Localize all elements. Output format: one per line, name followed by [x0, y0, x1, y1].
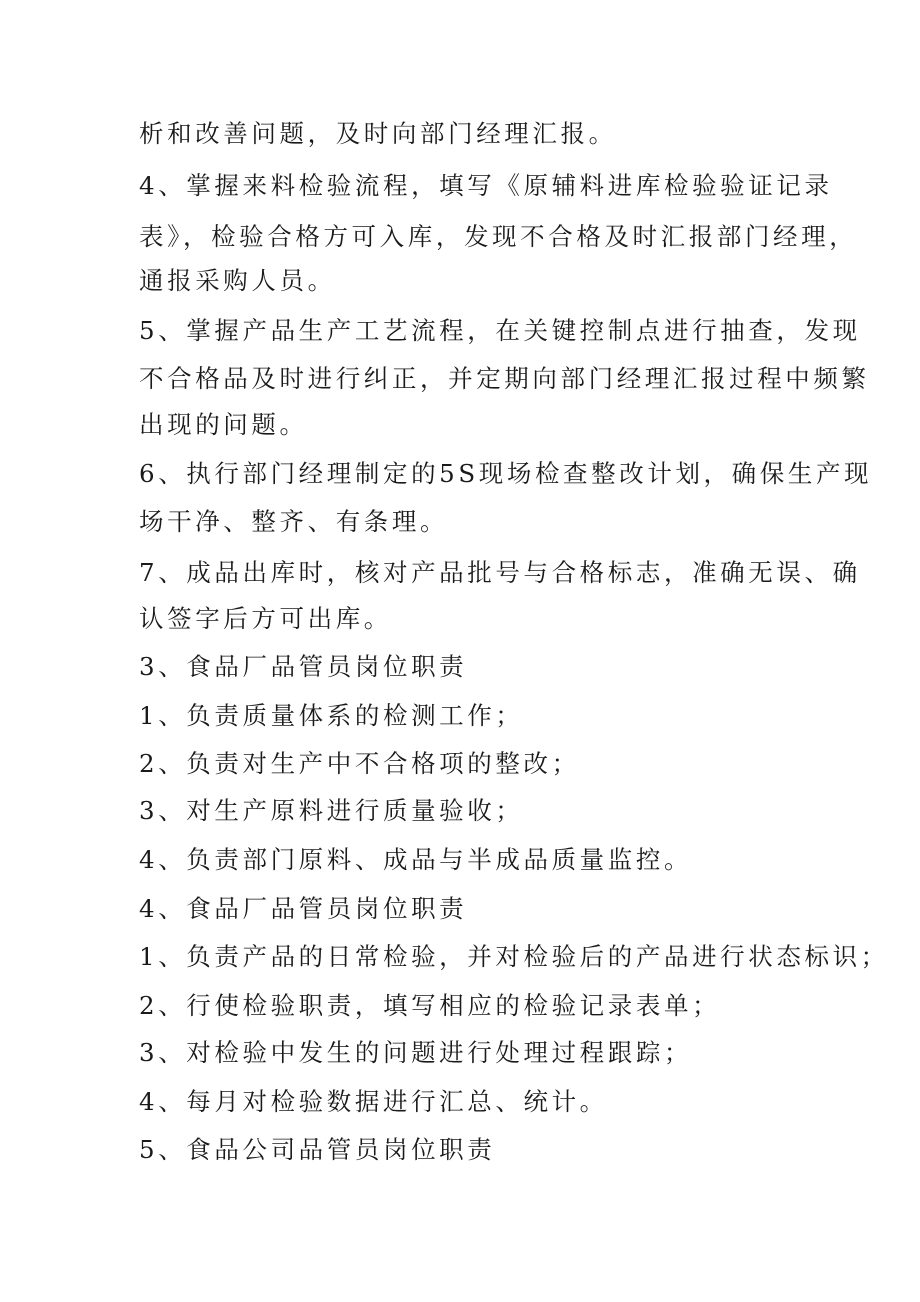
text-line: 5、掌握产品生产工艺流程，在关键控制点进行抽查，发现	[139, 316, 861, 345]
text-line: 7、成品出库时，核对产品批号与合格标志，准确无误、确	[139, 558, 861, 587]
text-line: 通报采购人员。	[139, 266, 336, 295]
text-line: 场干净、整齐、有条理。	[139, 507, 449, 536]
section-heading: 3、食品厂品管员岗位职责	[139, 652, 468, 681]
list-item: 4、每月对检验数据进行汇总、统计。	[139, 1087, 608, 1116]
section-heading: 4、食品厂品管员岗位职责	[139, 894, 468, 923]
text-line: 表》，检验合格方可入库，发现不合格及时汇报部门经理，	[139, 222, 858, 251]
list-item: 4、负责部门原料、成品与半成品质量监控。	[139, 845, 693, 874]
section-heading: 5、食品公司品管员岗位职责	[139, 1135, 496, 1164]
list-item: 2、负责对生产中不合格项的整改；	[139, 749, 580, 778]
list-item: 1、负责产品的日常检验，并对检验后的产品进行状态标识；	[139, 942, 889, 971]
list-item: 2、行使检验职责，填写相应的检验记录表单；	[139, 991, 721, 1020]
list-item: 3、对检验中发生的问题进行处理过程跟踪；	[139, 1038, 693, 1067]
text-line: 出现的问题。	[139, 410, 308, 439]
text-line: 认签字后方可出库。	[139, 604, 392, 633]
text-line: 4、掌握来料检验流程，填写《原辅料进库检验验证记录	[139, 171, 833, 200]
text-line: 不合格品及时进行纠正，并定期向部门经理汇报过程中频繁	[139, 364, 870, 393]
text-line: 析和改善问题，及时向部门经理汇报。	[139, 119, 617, 148]
text-line: 6、执行部门经理制定的5S现场检查整改计划，确保生产现	[139, 459, 873, 488]
list-item: 1、负责质量体系的检测工作；	[139, 701, 524, 730]
list-item: 3、对生产原料进行质量验收；	[139, 796, 524, 825]
